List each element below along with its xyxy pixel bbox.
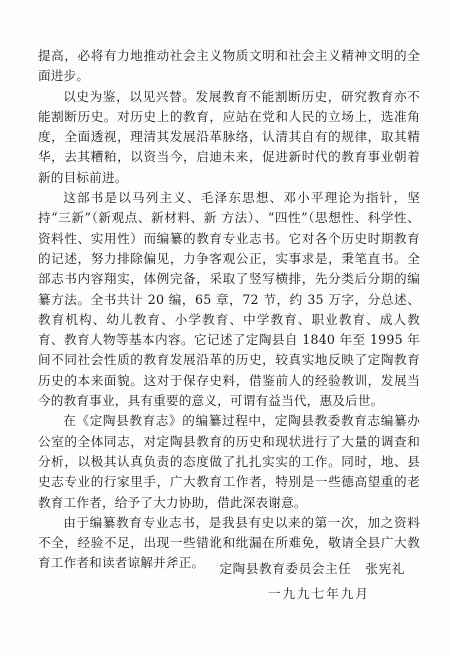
paragraph-continuation: 提高，必将有力地推动社会主义物质文明和社会主义精神文明的全面进步。 <box>38 48 420 84</box>
signature-name: 张宪礼 <box>365 561 405 576</box>
paragraph-apology: 由于编纂教育专业志书，是我县有史以来的第一次，加之资料不全，经验不足，出现一些错讹和纰漏在所难免，敬请全县广大教育工作者和读者谅解并斧正。 <box>38 514 420 571</box>
signature-title: 定陶县教育委员会主任 <box>219 561 352 576</box>
paragraph-acknowledgements: 在《定陶县教育志》的编纂过程中，定陶县教委教育志编纂办公室的全体同志，对定陶县教育的历史和现状进行了大量的调查和分析，以极其认真负责的态度做了扎扎实实的工作。同时，地、县史志专业的行家里手，广大教育工作者，特别是一些德高望重的老教育工作者，给予了大力协助，借此深表谢意。 <box>38 413 420 510</box>
document-body <box>38 46 420 574</box>
paragraph-book-overview: 这部书是以马列主义、毛泽东思想、邓小平理论为指针，坚持“三新”（新观点、新材料、新 方法）、“四性”（思想性、科学性、资料性、实用性）而编纂的教育专业志书。它对各个历史时期教育的记述，努力排除偏见，力争客观公正，实事求是，秉笔直书。全部志书内容翔实，体例完备，采取了竖写横排，先分类后分期的编纂方法。全书共计 20 编，65 章，72 节，约 35 万字，分总述、教育机构、幼儿教育、小学教育、中学教育、职业教育、成人教育、教育人物等基本内容。它记述了定陶县自 1840 年至 1995 年间不同社会性质的教育发展沿革的历史，较真实地反映了定陶教育历史的本来面貌。这对于保存史料，借鉴前人的经验教训，发展当今的教育事业，具有重要的意义，可谓有益当代，惠及后世。 <box>38 190 420 409</box>
signature-date: 一九九七年九月 <box>267 586 370 601</box>
signature-line <box>219 558 405 577</box>
paragraph-history-lesson: 以史为鉴，以见兴替。发展教育不能割断历史，研究教育亦不能割断历史。对历史上的教育，应站在党和人民的立场上，选准角度，全面透视，理清其发展沿革脉络，认清其自有的规律，取其精华，去其糟粕，以资当今，启迪未来，促进新时代的教育事业朝着新的目标前进。 <box>38 88 420 185</box>
